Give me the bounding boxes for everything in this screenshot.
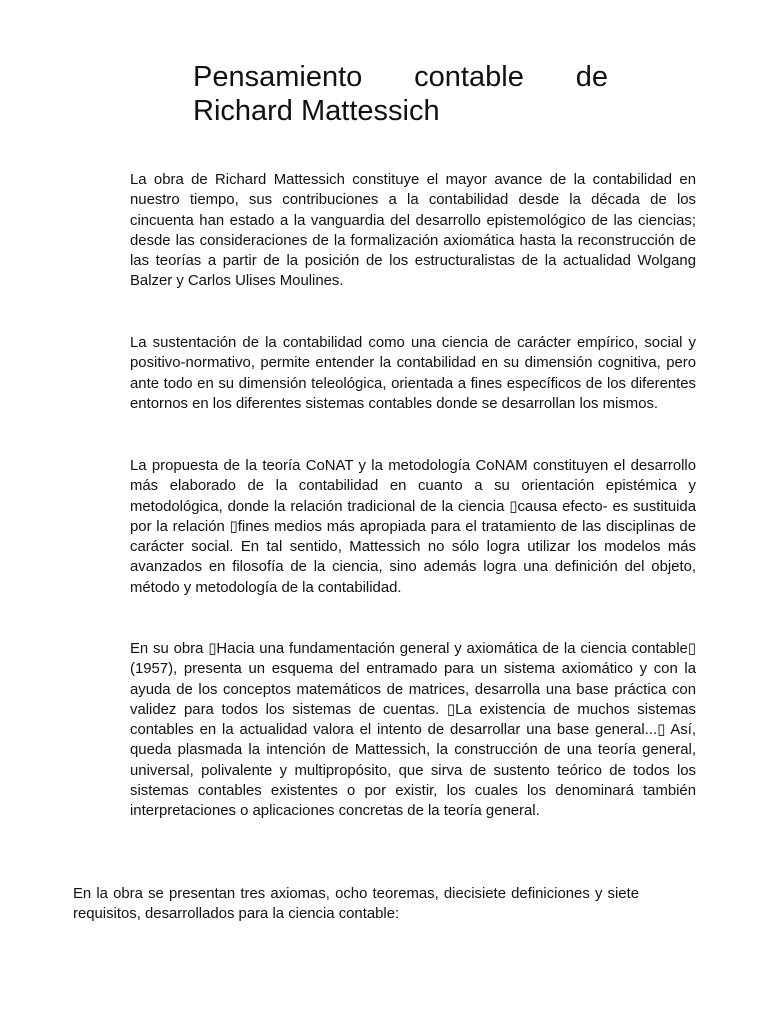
paragraph-axioms-summary: En la obra se presentan tres axiomas, ocho teoremas, diecisiete definiciones y siete requisitos, desarrollados para la ciencia contable: <box>73 886 639 923</box>
paragraph-conat-conam: La propuesta de la teoría CoNAT y la metodología CoNAM constituyen el desarrollo más elaborado de la contabilidad en cuanto a su orientación epistémica y metodológica, donde la relación tradicional de la ciencia ▯causa efecto- es sustituida por la relación ▯fines medios más apropiada para el tratamiento de las disciplinas de carácter social. En tal sentido, Mattessich no sólo logra utilizar los modelos más avanzados en filosofía de la ciencia, sino además logra una definición del objeto, método y metodología de la contabilidad. <box>130 458 696 596</box>
paragraph-intro: La obra de Richard Mattessich constituye el mayor avance de la contabilidad en nuestro tiempo, sus contribuciones a la contabilidad desde la década de los cincuenta han estado a la vanguardia del desarrollo epistemológico de las ciencias; desde las consideraciones de la formalización axiomática hasta la reconstrucción de las teorías a partir de la posición de los estructuralistas de la actualidad Wolgang Balzer y Carlos Ulises Moulines. <box>130 172 696 290</box>
title-line-2: Richard Mattessich <box>193 95 440 127</box>
paragraph-empirical-science: La sustentación de la contabilidad como una ciencia de carácter empírico, social y positivo-normativo, permite entender la contabilidad en su dimensión cognitiva, pero ante todo en su dimensión teleológica, orientada a fines específicos de los diferentes entornos en los diferentes sistemas contables donde se desarrollan los mismos. <box>130 335 696 412</box>
title-line-1: Pensamiento contable de <box>193 61 608 93</box>
page-title <box>193 60 608 128</box>
paragraph-axiomatic-foundation: En su obra ▯Hacia una fundamentación general y axiomática de la ciencia contable▯ (1957), presenta un esquema del entramado para un sistema axiomático y con la ayuda de los conceptos matemáticos de matrices, desarrolla una base práctica con validez para todos los sistemas de cuentas. ▯La existencia de muchos sistemas contables en la actualidad valora el intento de desarrollar una base general...▯ Así, queda plasmada la intención de Mattessich, la construcción de una teoría general, universal, polivalente y multipropósito, que sirva de sustento teórico de todos los sistemas contables existentes o por existir, los cuales los denominará también interpretaciones o aplicaciones concretas de la teoría general. <box>130 641 696 820</box>
